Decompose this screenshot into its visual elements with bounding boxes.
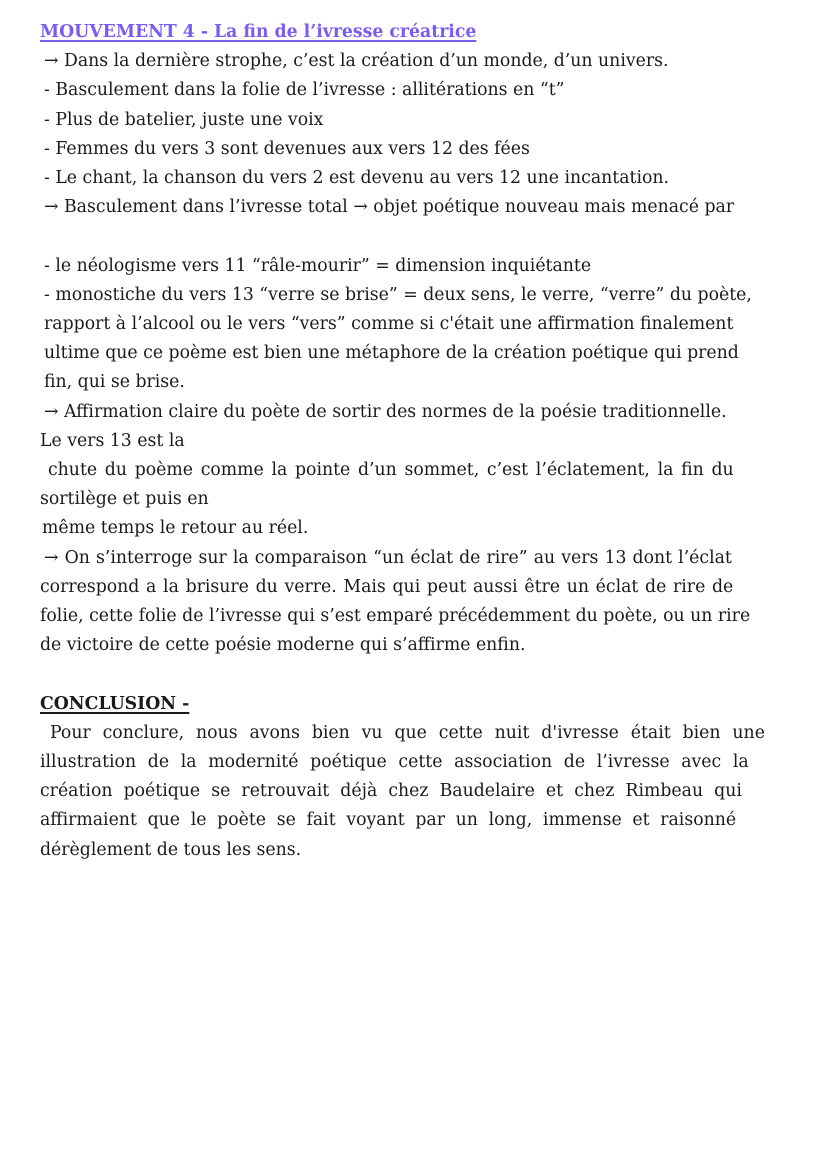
text-line: Le vers 13 est la [40,430,185,451]
text-line: folie, cette folie de l’ivresse qui s’est emparé précédemment du poète, ou un rire [40,606,751,627]
text-line: - Le chant, la chanson du vers 2 est devenu au vers 12 une incantation. [44,168,670,189]
text-line: illustration de la modernité poétique cette association de l’ivresse avec la [40,752,749,773]
text-line: - Plus de batelier, juste une voix [44,109,324,130]
text-line: → Dans la dernière strophe, c’est la création d’un monde, d’un univers. [44,51,669,72]
text-line: → Basculement dans l’ivresse total → objet poétique nouveau mais menacé par [44,197,735,218]
text-line: chute du poème comme la pointe d’un sommet, c’est l’éclatement, la fin du [48,460,734,481]
section-heading-conclusion: CONCLUSION - [40,693,190,714]
text-line: sortilège et puis en [40,489,209,510]
text-line: correspond a la brisure du verre. Mais qui peut aussi être un éclat de rire de [40,576,734,597]
text-line: même temps le retour au réel. [42,518,309,539]
text-line: → On s’interroge sur la comparaison “un éclat de rire” au vers 13 dont l’éclat [44,547,732,568]
section-heading-mouvement-4: MOUVEMENT 4 - La fin de l’ivresse créatrice [40,22,477,42]
text-line: fin, qui se brise. [44,372,185,393]
blank-line [40,222,788,251]
text-line: - Basculement dans la folie de l’ivresse : allitérations en “t” [44,80,565,101]
text-line: Pour conclure, nous avons bien vu que cette nuit d'ivresse était bien une [50,722,765,743]
text-line: ultime que ce poème est bien une métaphore de la création poétique qui prend [44,343,739,364]
text-line: - Femmes du vers 3 sont devenues aux vers 12 des fées [44,138,530,159]
text-line: rapport à l’alcool ou le vers “vers” comme si c'était une affirmation finalement [44,314,734,335]
text-line: - monostiche du vers 13 “verre se brise” = deux sens, le verre, “verre” du poète, [44,284,752,305]
text-line: - le néologisme vers 11 “râle-mourir” = dimension inquiétante [44,255,592,276]
text-line: de victoire de cette poésie moderne qui s’affirme enfin. [40,635,526,656]
document-page [40,18,788,865]
text-line: création poétique se retrouvait déjà chez Baudelaire et chez Rimbeau qui [40,781,742,802]
text-line: → Affirmation claire du poète de sortir des normes de la poésie traditionnelle. [44,401,727,422]
text-line: affirmaient que le poète se fait voyant par un long, immense et raisonné [40,810,737,831]
text-line: dérèglement de tous les sens. [40,839,302,860]
blank-line [40,660,788,689]
